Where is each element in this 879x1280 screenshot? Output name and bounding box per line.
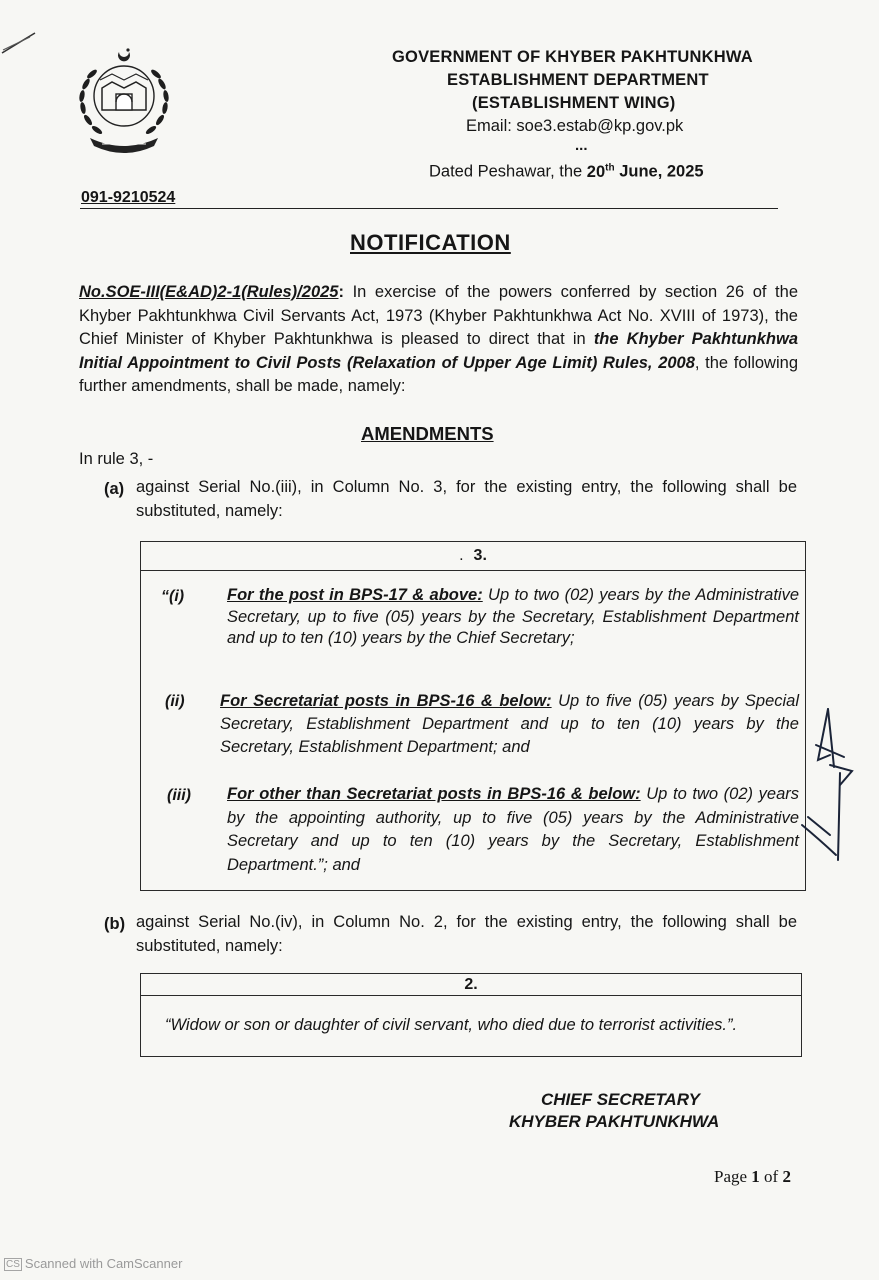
clause-b-label: (b) — [104, 915, 126, 933]
column-2-label: 2. — [141, 974, 801, 996]
item-ii-lead: For Secretariat posts in BPS-16 & below: — [220, 692, 552, 710]
dated-prefix: Dated Peshawar, the — [429, 162, 583, 181]
page-number — [714, 1167, 791, 1187]
item-i-number: “(i) — [161, 588, 185, 605]
pen-scribble — [0, 28, 40, 58]
page-current: 1 — [751, 1167, 760, 1186]
item-i-text — [227, 585, 799, 650]
page-total: 2 — [782, 1167, 791, 1186]
item-i-lead: For the post in BPS-17 & above: — [227, 586, 483, 604]
item-iii-lead: For other than Secretariat posts in BPS-16 & below: — [227, 785, 641, 803]
clause-b-text: against Serial No.(iv), in Column No. 2, for the existing entry, the following shall be substituted, namely: — [136, 913, 797, 955]
clause-a-text: against Serial No.(iii), in Column No. 3, for the existing entry, the following shall be substituted, namely: — [136, 478, 797, 520]
table-a-header — [141, 542, 805, 571]
item-iii-body: Up to two (02) years by the appointing authority, up to five (05) years by the Administrative Secretary and up to ten (10) years by the Secretary, Establishment Department.”; and — [227, 785, 799, 874]
date-day-suffix: th — [605, 162, 615, 173]
notification-title: NOTIFICATION — [350, 230, 511, 255]
dated-line — [429, 162, 704, 182]
item-i-body: Up to two (02) years by the Administrative Secretary, up to five (05) years by the Secretary, Establishment Department and up to ten (10) years by the Chief Secretary; — [227, 586, 799, 647]
date-day-number: 20 — [586, 162, 606, 181]
table-b-entry: “Widow or son or daughter of civil servant, who died due to terrorist activities.”. — [165, 1016, 738, 1034]
handwritten-initials — [800, 705, 860, 865]
wing-heading: (ESTABLISHMENT WING) — [472, 94, 676, 112]
government-heading: GOVERNMENT OF KHYBER PAKHTUNKHWA — [392, 48, 753, 66]
item-iii-number: (iii) — [167, 787, 191, 804]
column-3-label: 3. — [473, 547, 487, 564]
government-seal-logo — [72, 44, 176, 162]
item-iii-text — [227, 783, 799, 877]
rule-line: In rule 3, - — [79, 450, 154, 468]
rules-name: the Khyber Pakhtunkhwa Initial Appointment to Civil Posts (Relaxation of Upper Age Limit) Rules, 2008 — [79, 330, 798, 372]
phone-number: 091-9210524 — [81, 189, 176, 206]
intro-paragraph — [79, 281, 798, 399]
header-ellipsis: ... — [575, 137, 588, 154]
table-column-3 — [140, 541, 806, 891]
notification-reference: No.SOE-III(E&AD)2-1(Rules)/2025 — [79, 283, 339, 301]
item-ii-number: (ii) — [165, 693, 185, 710]
page-of: of — [764, 1167, 779, 1186]
header-divider — [80, 208, 778, 209]
intro-text-1: In exercise of the powers conferred by section 26 of the Khyber Pakhtunkhwa Civil Servants Act, 1973 (Khyber Pakhtunkhwa Act No. XVIII of 1973), the Chief Minister of Khyber Pakhtunkhwa is pleased to direct that in — [79, 283, 798, 348]
reference-colon: : — [338, 283, 344, 301]
scanner-watermark — [4, 1256, 182, 1271]
email-address: Email: soe3.estab@kp.gov.pk — [466, 117, 684, 135]
intro-text-2: , the following further amendments, shall be made, namely: — [79, 353, 798, 395]
dated-day — [587, 163, 615, 181]
camscanner-badge: CS — [6, 1259, 20, 1270]
scanner-text: Scanned with CamScanner — [24, 1256, 183, 1271]
item-ii-text — [220, 690, 799, 759]
table-column-2 — [140, 973, 802, 1057]
dated-month-year: June, 2025 — [619, 162, 704, 181]
column-head-mark: . — [459, 547, 464, 564]
clause-a-label: (a) — [104, 480, 125, 498]
signatory-title: CHIEF SECRETARY — [541, 1090, 701, 1109]
signatory-province: KHYBER PAKHTUNKHWA — [509, 1112, 720, 1131]
item-ii-body: Up to five (05) years by Special Secretary, Establishment Department and up to ten (10) years by the Secretary, Establishment Department; and — [220, 692, 799, 756]
department-heading: ESTABLISHMENT DEPARTMENT — [447, 71, 709, 89]
page-prefix: Page — [714, 1167, 748, 1186]
amendments-heading: AMENDMENTS — [361, 423, 494, 444]
